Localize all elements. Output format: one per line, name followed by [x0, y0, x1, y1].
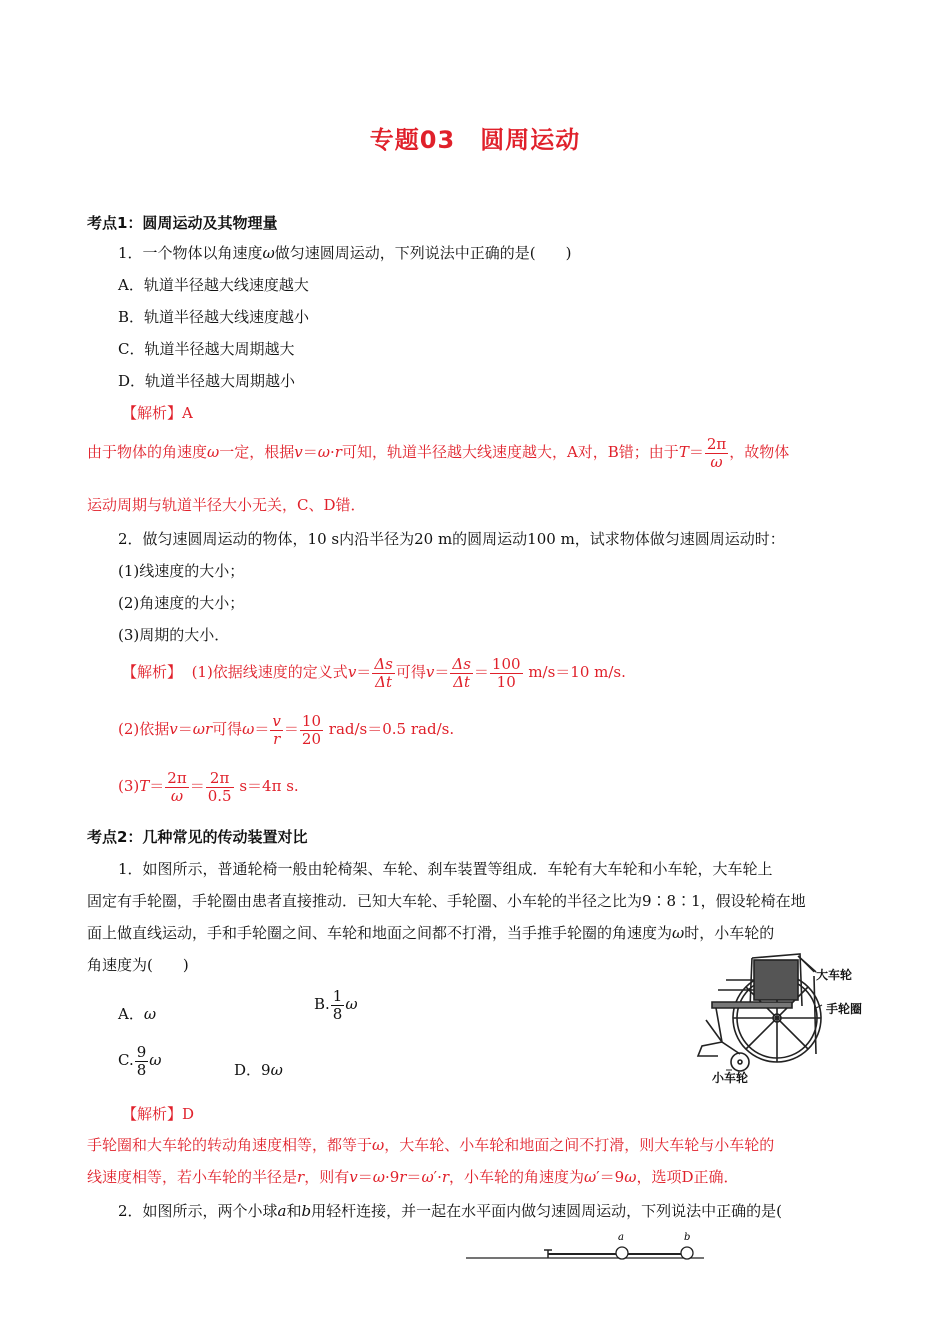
question-1-stem: 1．一个物体以角速度ω做匀速圆周运动，下列说法中正确的是( ) — [118, 244, 572, 262]
s2-option-a: A．ω — [118, 1005, 157, 1023]
explanation-1-line-1: 由于物体的角速度ω一定，根据v＝ω·r可知，轨道半径越大线速度越大，A对，B错；由于T＝ $\frac{2\pi}{\omega}$ ，故物体 — [87, 435, 790, 471]
answer-2-part-1: 【解析】 (1)依据线速度的定义式v＝ $\frac{\Delta s}{\Delta t}$ 可得v＝ $\frac{\Delta s}{\Delta t}$ ＝ $\frac{100}{10}$ m/s＝10 m/s. — [122, 655, 626, 691]
question-2-part-1: (1)线速度的大小； — [118, 562, 245, 580]
answer-tag-1: 【解析】A — [122, 404, 193, 422]
s2-question-2-stem: 2．如图所示，两个小球a和b用轻杆连接，并一起在水平面内做匀速圆周运动，下列说法中正确的是( — [118, 1202, 782, 1220]
s2-option-c: C. $\frac{9}{8}$ ω — [118, 1043, 162, 1079]
label-hand-rim: 手轮圈 — [826, 1002, 863, 1016]
ball-b-label: b — [684, 1232, 691, 1243]
s2-question-1-line-1: 1．如图所示，普通轮椅一般由轮椅架、车轮、刹车装置等组成．车轮有大车轮和小车轮，大车轮上 — [118, 860, 773, 878]
option-a: A．轨道半径越大线速度越大 — [118, 276, 309, 294]
s2-answer-tag-1: 【解析】D — [122, 1105, 195, 1123]
s2-question-1-line-3: 面上做直线运动，手和手轮圈之间、车轮和地面之间都不打滑，当手推手轮圈的角速度为ω时，小车轮的 — [87, 924, 775, 942]
answer-2-part-2: (2)依据v＝ωr可得ω＝ $\frac{v}{r}$ ＝ $\frac{10}{20}$ rad/s＝0.5 rad/s. — [118, 712, 455, 748]
s2-explanation-line-1: 手轮圈和大车轮的转动角速度相等，都等于ω，大车轮、小车轮和地面之间不打滑，则大车轮与小车轮的 — [87, 1136, 775, 1154]
explanation-1-line-2: 运动周期与轨道半径大小无关，C、D错． — [87, 496, 366, 514]
answer-2-part-3: (3)T＝ $\frac{2\pi}{\omega}$ ＝ $\frac{2\pi}{0.5}$ s＝4π s. — [118, 769, 299, 805]
label-small-wheel: 小车轮 — [712, 1071, 749, 1085]
section-heading-1: 考点1：圆周运动及其物理量 — [87, 214, 278, 232]
label-big-wheel: 大车轮 — [816, 968, 853, 982]
question-2-part-2: (2)角速度的大小； — [118, 594, 245, 612]
page-title: 专题03 圆周运动 — [369, 126, 581, 154]
s2-explanation-line-2: 线速度相等，若小车轮的半径是r，则有v＝ω·9r＝ω′·r，小车轮的角速度为ω′＝9ω，选项D正确． — [87, 1168, 739, 1186]
section-heading-2: 考点2：几种常见的传动装置对比 — [87, 828, 308, 846]
ball-a-label: a — [618, 1232, 624, 1243]
option-c: C．轨道半径越大周期越大 — [118, 340, 295, 358]
option-d: D．轨道半径越大周期越小 — [118, 372, 296, 390]
s2-question-1-line-2: 固定有手轮圈，手轮圈由患者直接推动．已知大车轮、手轮圈、小车轮的半径之比为9∶8∶1，假设轮椅在地 — [87, 892, 806, 910]
s2-question-1-line-4: 角速度为( ) — [87, 956, 189, 974]
s2-option-d: D．9ω — [234, 1061, 283, 1079]
question-2-stem: 2．做匀速圆周运动的物体，10 s内沿半径为20 m的圆周运动100 m，试求物体做匀速圆周运动时： — [118, 530, 785, 548]
rod-balls-figure — [460, 1228, 710, 1264]
option-b: B．轨道半径越大线速度越小 — [118, 308, 310, 326]
question-2-part-3: (3)周期的大小． — [118, 626, 230, 644]
s2-option-b: B. $\frac{1}{8}$ ω — [314, 987, 358, 1023]
